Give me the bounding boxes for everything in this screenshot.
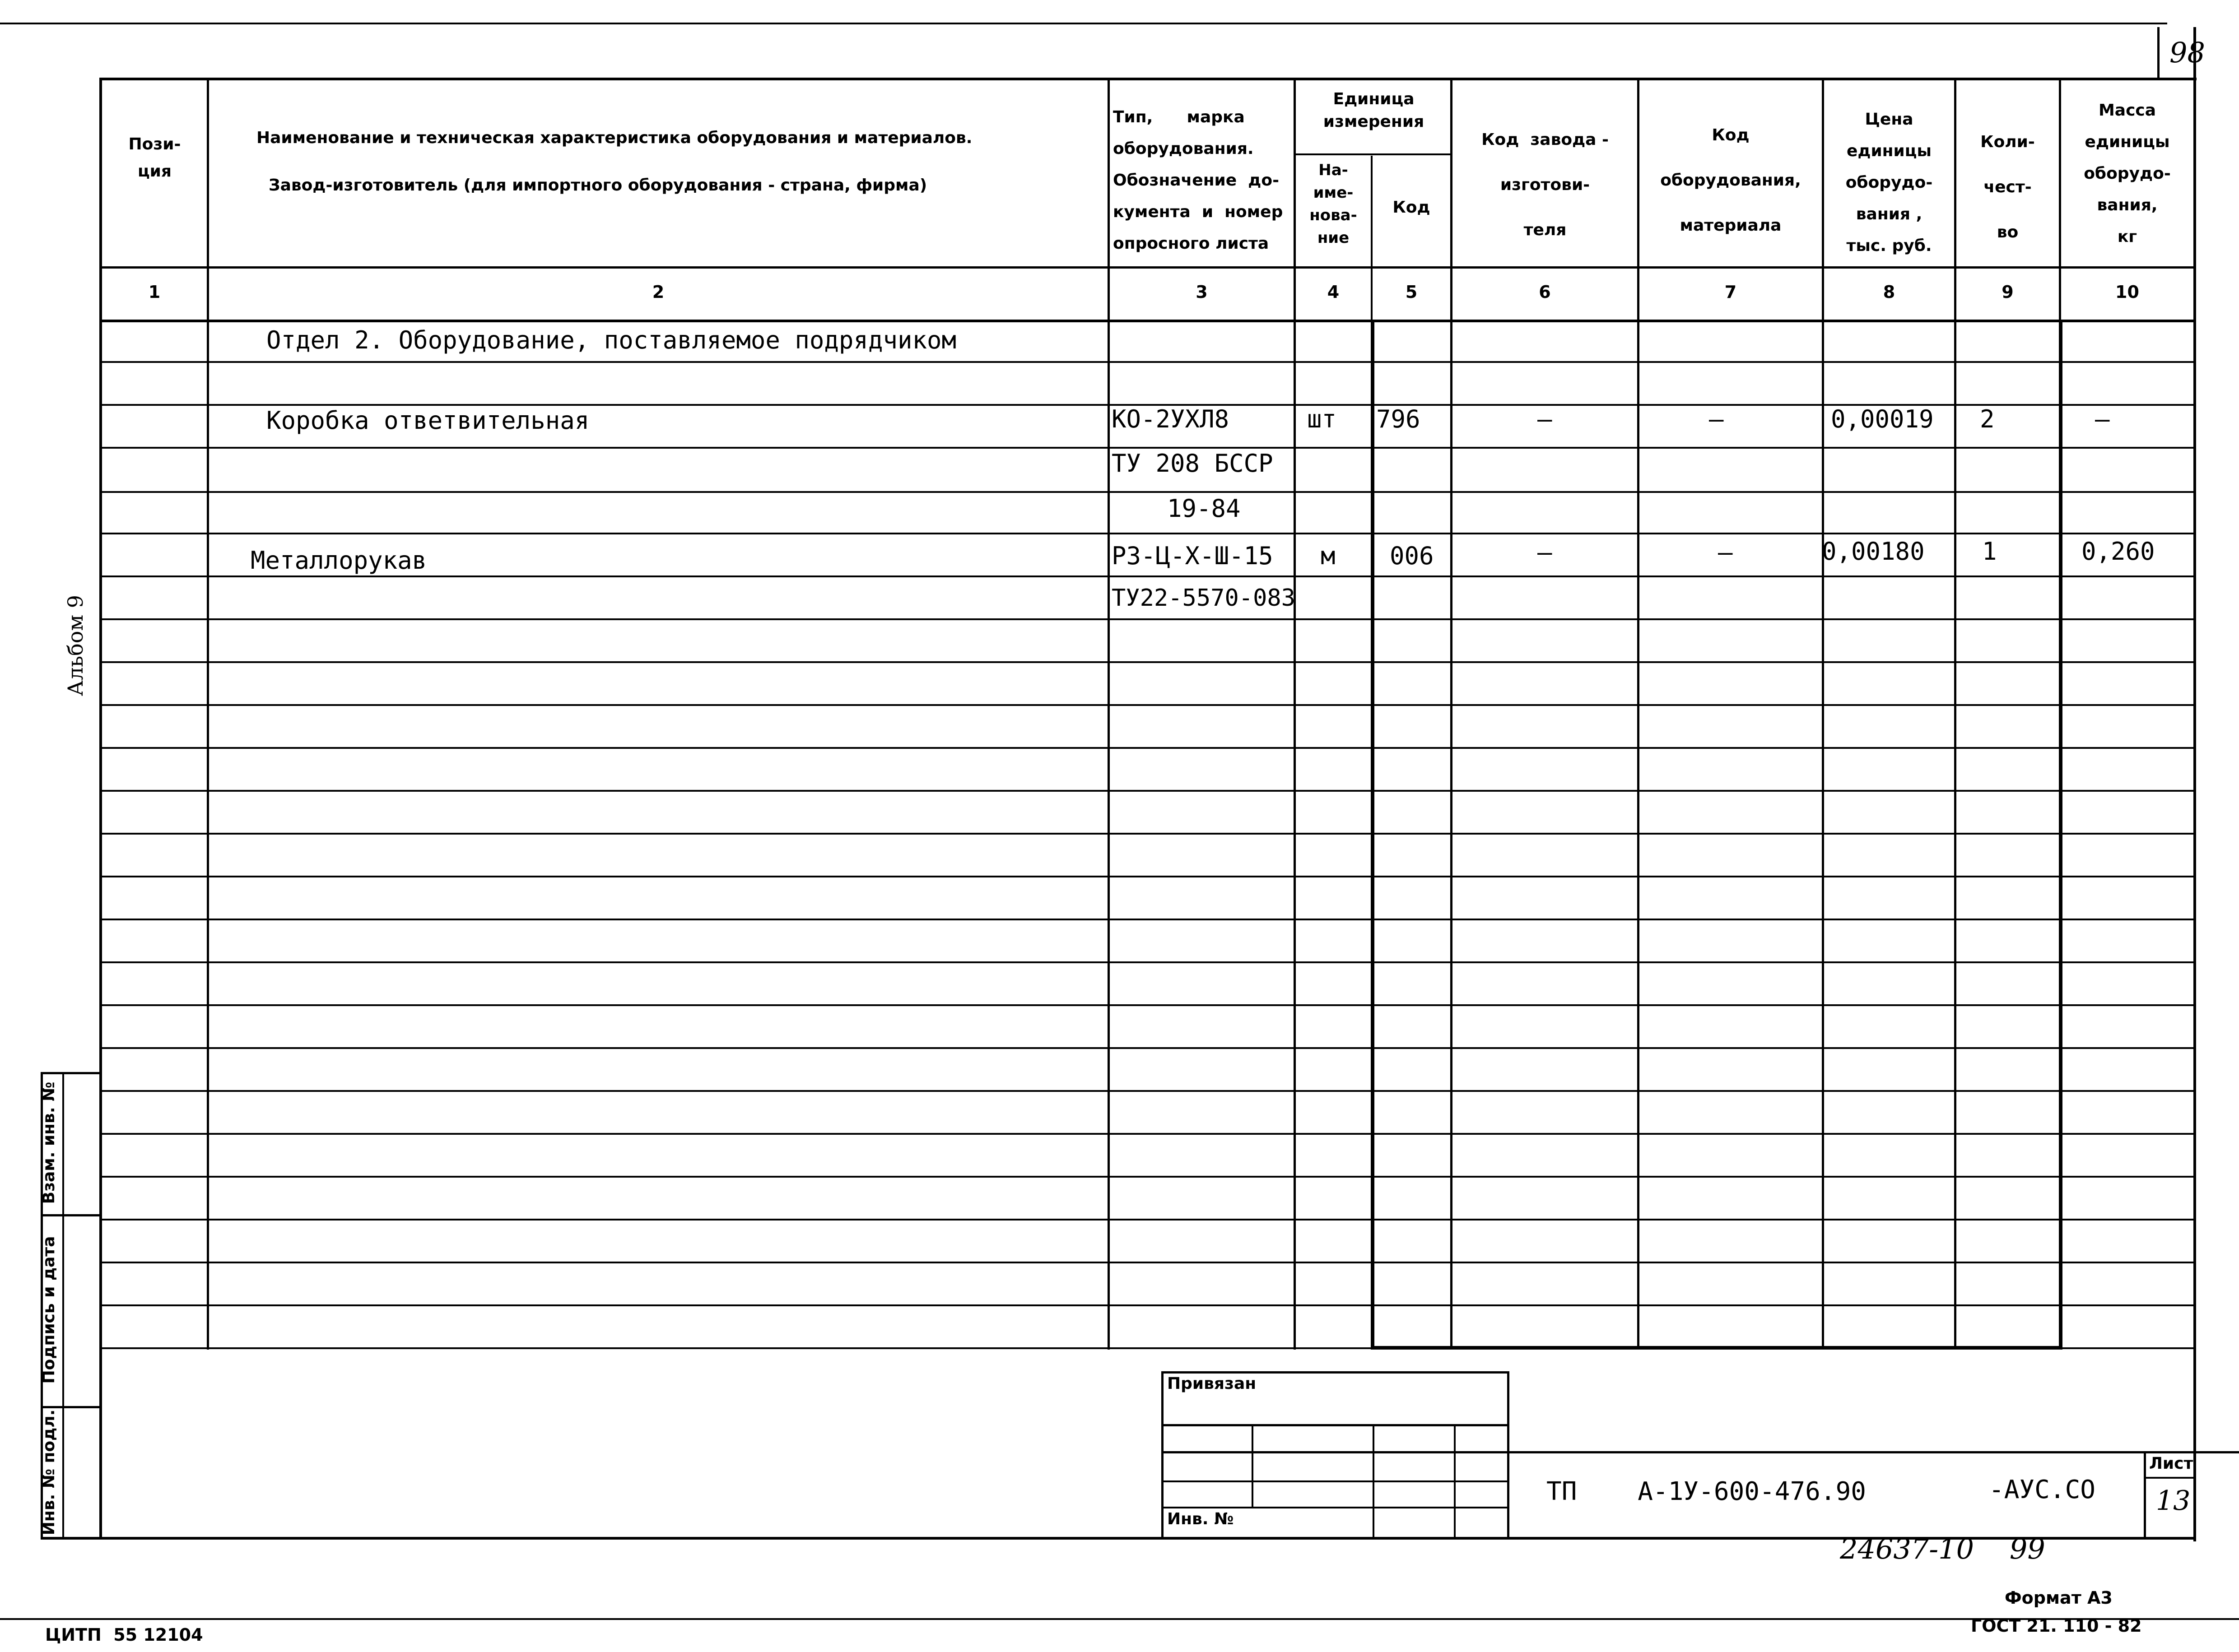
side-inv-original: Инв. № подл. — [40, 1409, 58, 1536]
tb-inv-label: Инв. № — [1167, 1510, 1234, 1528]
row-line — [99, 919, 2195, 920]
tb-row2 — [1161, 1451, 2239, 1453]
row-line — [99, 447, 2195, 449]
tb-sheet-split — [2144, 1477, 2194, 1479]
header-col3-l4: кумента и номер — [1113, 203, 1283, 221]
header-col8-l1: Цена — [1865, 110, 1913, 129]
format-label: Формат А3 — [2005, 1588, 2113, 1608]
row3-qty: 2 — [1980, 405, 1995, 433]
tb-row1 — [1161, 1424, 1509, 1426]
header-col4: На- име- нова- ние — [1309, 161, 1357, 247]
row-line — [99, 575, 2195, 577]
colnum-bottom-line — [99, 320, 2195, 322]
row-line — [99, 1047, 2195, 1049]
header-col6-l2: изготови- — [1500, 176, 1590, 194]
row3-unit: шт — [1307, 405, 1337, 433]
row3-equip: – — [1709, 405, 1724, 433]
header-col7-l2: оборудования, — [1660, 171, 1801, 190]
header-col10-l5: кг — [2117, 227, 2137, 246]
row5-type: 19-84 — [1167, 494, 1241, 523]
colnum-6: 6 — [1539, 282, 1551, 302]
album-label: Альбом 9 — [63, 594, 88, 696]
header-col3-l5: опросного листа — [1113, 234, 1269, 253]
header-bottom-line — [99, 266, 2195, 269]
tb-designation-suffix: -АУС.СО — [1989, 1475, 2096, 1504]
sheet-box-left — [2157, 27, 2160, 79]
row-line — [99, 1347, 2195, 1349]
header-col6-l1: Код завода - — [1481, 130, 1609, 149]
header-col8-l4: вания , — [1856, 205, 1922, 223]
tb-v1 — [1252, 1424, 1253, 1508]
side-stamp-mid — [62, 1072, 64, 1539]
header-unit-group: Единица измерения — [1323, 90, 1424, 131]
bottom-trim-line — [0, 1618, 2239, 1620]
header-col10-l2: единицы — [2085, 133, 2170, 151]
row-line — [99, 790, 2195, 792]
header-col3-l3: Обозначение до- — [1113, 171, 1280, 190]
row-line — [99, 833, 2195, 835]
row3-type: КО-2УХЛ8 — [1112, 405, 1229, 433]
tb-sheet-left — [2144, 1451, 2146, 1539]
header-col9-l3: во — [1997, 223, 2019, 241]
section-heading: Отдел 2. Оборудование, поставляемое подрядчиком — [266, 326, 957, 354]
header-col1: Пози- ция — [128, 135, 181, 181]
unit-group-split — [1294, 153, 1452, 155]
tb-row4 — [1161, 1507, 1509, 1508]
header-col7-l3: материала — [1680, 216, 1782, 235]
header-col7-l1: Код — [1712, 126, 1750, 144]
top-trim-line — [0, 23, 2167, 24]
row3-plant: – — [1537, 405, 1552, 433]
tb-bound-left — [1161, 1371, 1164, 1539]
row-line — [99, 1304, 2195, 1306]
header-col8-l3: оборудо- — [1845, 173, 1933, 192]
colnum-8: 8 — [1883, 282, 1895, 302]
row-line — [99, 361, 2195, 363]
header-col2-line2: Завод-изготовитель (для импортного оборудования - страна, фирма) — [269, 176, 927, 195]
tb-v3 — [1454, 1424, 1456, 1539]
row-line — [99, 1262, 2195, 1263]
row6-type: Р3-Ц-Х-Ш-15 — [1112, 542, 1273, 570]
frame-right-line — [2193, 27, 2196, 1541]
thick-box-right — [2059, 320, 2062, 1350]
row4-type: ТУ 208 БССР — [1112, 449, 1273, 478]
tb-sheet-label: Лист — [2149, 1454, 2193, 1473]
row6-plant: – — [1537, 538, 1552, 566]
row-line — [99, 533, 2195, 534]
tb-designation: ТП А-1У-600-476.90 — [1546, 1477, 1867, 1506]
side-stamp-div1 — [41, 1214, 102, 1216]
row6-unit: м — [1321, 542, 1336, 570]
header-col2-line1: Наименование и техническая характеристика оборудования и материалов. — [256, 129, 973, 147]
row-line — [99, 491, 2195, 493]
printer-code: ЦИТП 55 12104 — [45, 1625, 203, 1645]
header-col9-l1: Коли- — [1980, 133, 2035, 151]
row3-price: 0,00019 — [1831, 405, 1934, 433]
side-stamp-div2 — [41, 1406, 102, 1408]
header-col10-l1: Масса — [2098, 101, 2156, 120]
row-line — [99, 1176, 2195, 1178]
header-col8-l2: единицы — [1846, 142, 1932, 160]
row7-type: ТУ22-5570-083 — [1112, 585, 1295, 612]
tb-v2 — [1373, 1424, 1374, 1539]
colnum-5: 5 — [1405, 282, 1418, 302]
row-line — [99, 1004, 2195, 1006]
header-col7 — [1639, 113, 1822, 248]
tb-bound-top — [1161, 1371, 1509, 1374]
header-col10-l3: оборудо- — [2084, 164, 2171, 183]
gost-label: ГОСТ 21. 110 - 82 — [1971, 1616, 2142, 1636]
tb-row3 — [1161, 1480, 1509, 1482]
row-line — [99, 1133, 2195, 1135]
side-stamp-top — [41, 1072, 102, 1074]
colnum-4: 4 — [1327, 282, 1340, 302]
tb-bound-right — [1507, 1371, 1509, 1539]
handwritten-number: 24637-10 99 — [1840, 1532, 2045, 1565]
frame-top-line — [99, 78, 2197, 80]
row-line — [99, 618, 2195, 620]
header-col3-l1: Тип, марка — [1113, 108, 1245, 126]
header-col6 — [1452, 117, 1638, 253]
header-col3-l2: оборудования. — [1113, 139, 1254, 158]
header-col3 — [1113, 102, 1294, 260]
row3-mass: – — [2095, 405, 2110, 433]
tb-sheet-value: 13 — [2156, 1485, 2191, 1517]
header-col10-l4: вания, — [2097, 196, 2158, 214]
row-line — [99, 704, 2195, 706]
row6-mass: 0,260 — [2081, 537, 2155, 566]
header-col8 — [1824, 104, 1954, 262]
colnum-10: 10 — [2115, 282, 2139, 302]
colnum-3: 3 — [1196, 282, 1208, 302]
row-line — [99, 1090, 2195, 1092]
row6-name: Металлорукав — [251, 546, 427, 575]
colnum-9: 9 — [2002, 282, 2014, 302]
tb-bound-label: Привязан — [1167, 1374, 1257, 1393]
row3-name: Коробка ответвительная — [266, 406, 590, 435]
row-line — [99, 961, 2195, 963]
row6-equip: – — [1718, 538, 1733, 566]
row-line — [99, 876, 2195, 877]
side-signature-date: Подпись и дата — [40, 1236, 58, 1384]
colnum-2: 2 — [652, 282, 665, 302]
row-line — [99, 661, 2195, 663]
sheet-number-top: 98 — [2169, 36, 2205, 69]
header-col5: Код — [1392, 198, 1430, 217]
row6-qty: 1 — [1982, 537, 1997, 566]
header-col6-l3: теля — [1523, 221, 1567, 239]
header-col9-l2: чест- — [1983, 178, 2032, 196]
header-col8-l5: тыс. руб. — [1846, 237, 1932, 255]
thick-box-left — [1371, 320, 1374, 1350]
colnum-1: 1 — [148, 282, 161, 302]
header-col9 — [1956, 120, 2059, 255]
row3-code: 796 — [1376, 405, 1420, 433]
row-line — [99, 747, 2195, 749]
header-col10 — [2061, 95, 2193, 253]
colnum-7: 7 — [1724, 282, 1737, 302]
row-line — [99, 1219, 2195, 1220]
row6-price: 0,00180 — [1822, 537, 1925, 566]
row6-code: 006 — [1390, 542, 1434, 570]
side-inv-replace: Взам. инв. № — [40, 1081, 58, 1204]
